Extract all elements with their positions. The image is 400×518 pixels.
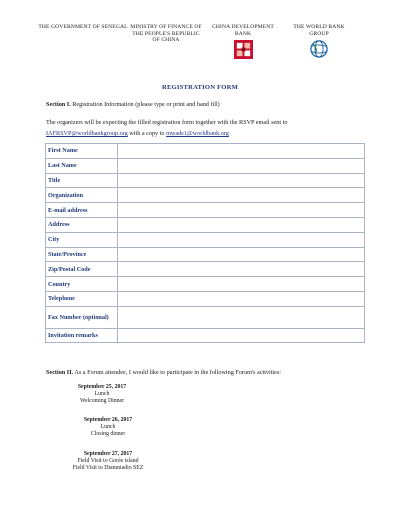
section-1-label: Section I.: [46, 101, 71, 108]
invitation-remarks-field[interactable]: [117, 328, 364, 342]
page-title: REGISTRATION FORM: [162, 84, 238, 91]
copy-email-link[interactable]: mwade1@worldbank.org: [166, 130, 229, 137]
event-date: September 27, 2017: [83, 451, 133, 457]
instructions-copy-text: with a copy to: [127, 130, 167, 137]
event-item: Closing dinner: [90, 431, 126, 437]
table-row: [46, 203, 365, 218]
org-world-bank-group: THE WORLD BANK GROUP: [293, 24, 345, 37]
organization-field[interactable]: [117, 188, 364, 203]
field-label: Fax Number (optional): [46, 306, 118, 328]
section-1-text: Registration Information (please type or print and hand fill): [70, 101, 220, 108]
table-row: [46, 158, 365, 173]
event-group: [2, 384, 202, 405]
event-date: September 25, 2017: [77, 384, 127, 390]
email-field[interactable]: [117, 203, 364, 218]
title-field[interactable]: [117, 173, 364, 188]
section-2-heading: [46, 369, 281, 376]
header-logos: [38, 24, 368, 66]
table-row: [46, 144, 365, 159]
event-item: Lunch: [100, 424, 116, 430]
table-row: [46, 291, 365, 306]
table-row: [46, 277, 365, 292]
section-2-label: Section II.: [46, 369, 74, 376]
field-label: State/Province: [46, 247, 118, 262]
section-2-text: As a Forum attendee, I would like to participate in the following Forum's activities:: [73, 369, 282, 376]
org-ministry-finance-china: MINISTRY OF FINANCE OF THE PEOPLE'S REPUBLIC OF CHINA: [130, 24, 202, 44]
event-group: [8, 417, 208, 438]
table-row: [46, 262, 365, 277]
field-label: Organization: [46, 188, 118, 203]
field-label: E-mail address: [46, 203, 118, 218]
instructions-text: The organizers will be expecting the filled registration form together with the RSVP email sent to: [46, 119, 288, 126]
instructions-paragraph: [46, 117, 366, 139]
china-development-bank-logo-icon: [234, 40, 253, 59]
event-item: Field Visit to Gorée island: [77, 458, 139, 464]
event-date: September 26, 2017: [83, 417, 133, 423]
last-name-field[interactable]: [117, 158, 364, 173]
field-label: Title: [46, 173, 118, 188]
org-senegal: THE GOVERNMENT OF SENEGAL: [38, 24, 128, 30]
field-label: City: [46, 232, 118, 247]
table-row: [46, 247, 365, 262]
table-row: [46, 173, 365, 188]
section-1-heading: [46, 101, 220, 108]
table-row: [46, 232, 365, 247]
registration-table: [45, 143, 365, 343]
fax-number-field[interactable]: [117, 306, 364, 328]
field-label: Telephone: [46, 291, 118, 306]
event-item: Welcoming Dinner: [79, 398, 125, 404]
telephone-field[interactable]: [117, 291, 364, 306]
country-field[interactable]: [117, 277, 364, 292]
event-item: Lunch: [94, 391, 110, 397]
world-bank-globe-logo-icon: [310, 40, 328, 58]
zip-postal-code-field[interactable]: [117, 262, 364, 277]
table-row: [46, 217, 365, 232]
rsvp-email-link[interactable]: IAFRSVP@worldbankgroup.org: [46, 130, 128, 137]
table-row: [46, 306, 365, 328]
field-label: Last Name: [46, 158, 118, 173]
state-province-field[interactable]: [117, 247, 364, 262]
event-item: Field Visit to Diamniadio SEZ: [72, 465, 144, 471]
table-row: [46, 328, 365, 342]
field-label: Country: [46, 277, 118, 292]
event-group: [8, 451, 208, 472]
field-label: Invitation remarks: [46, 328, 118, 342]
org-china-development-bank: CHINA DEVELOPMENT BANK: [212, 24, 274, 37]
city-field[interactable]: [117, 232, 364, 247]
field-label: Address: [46, 217, 118, 232]
table-row: [46, 188, 365, 203]
address-field[interactable]: [117, 217, 364, 232]
field-label: First Name: [46, 144, 118, 159]
first-name-field[interactable]: [117, 144, 364, 159]
field-label: Zip/Postal Code: [46, 262, 118, 277]
